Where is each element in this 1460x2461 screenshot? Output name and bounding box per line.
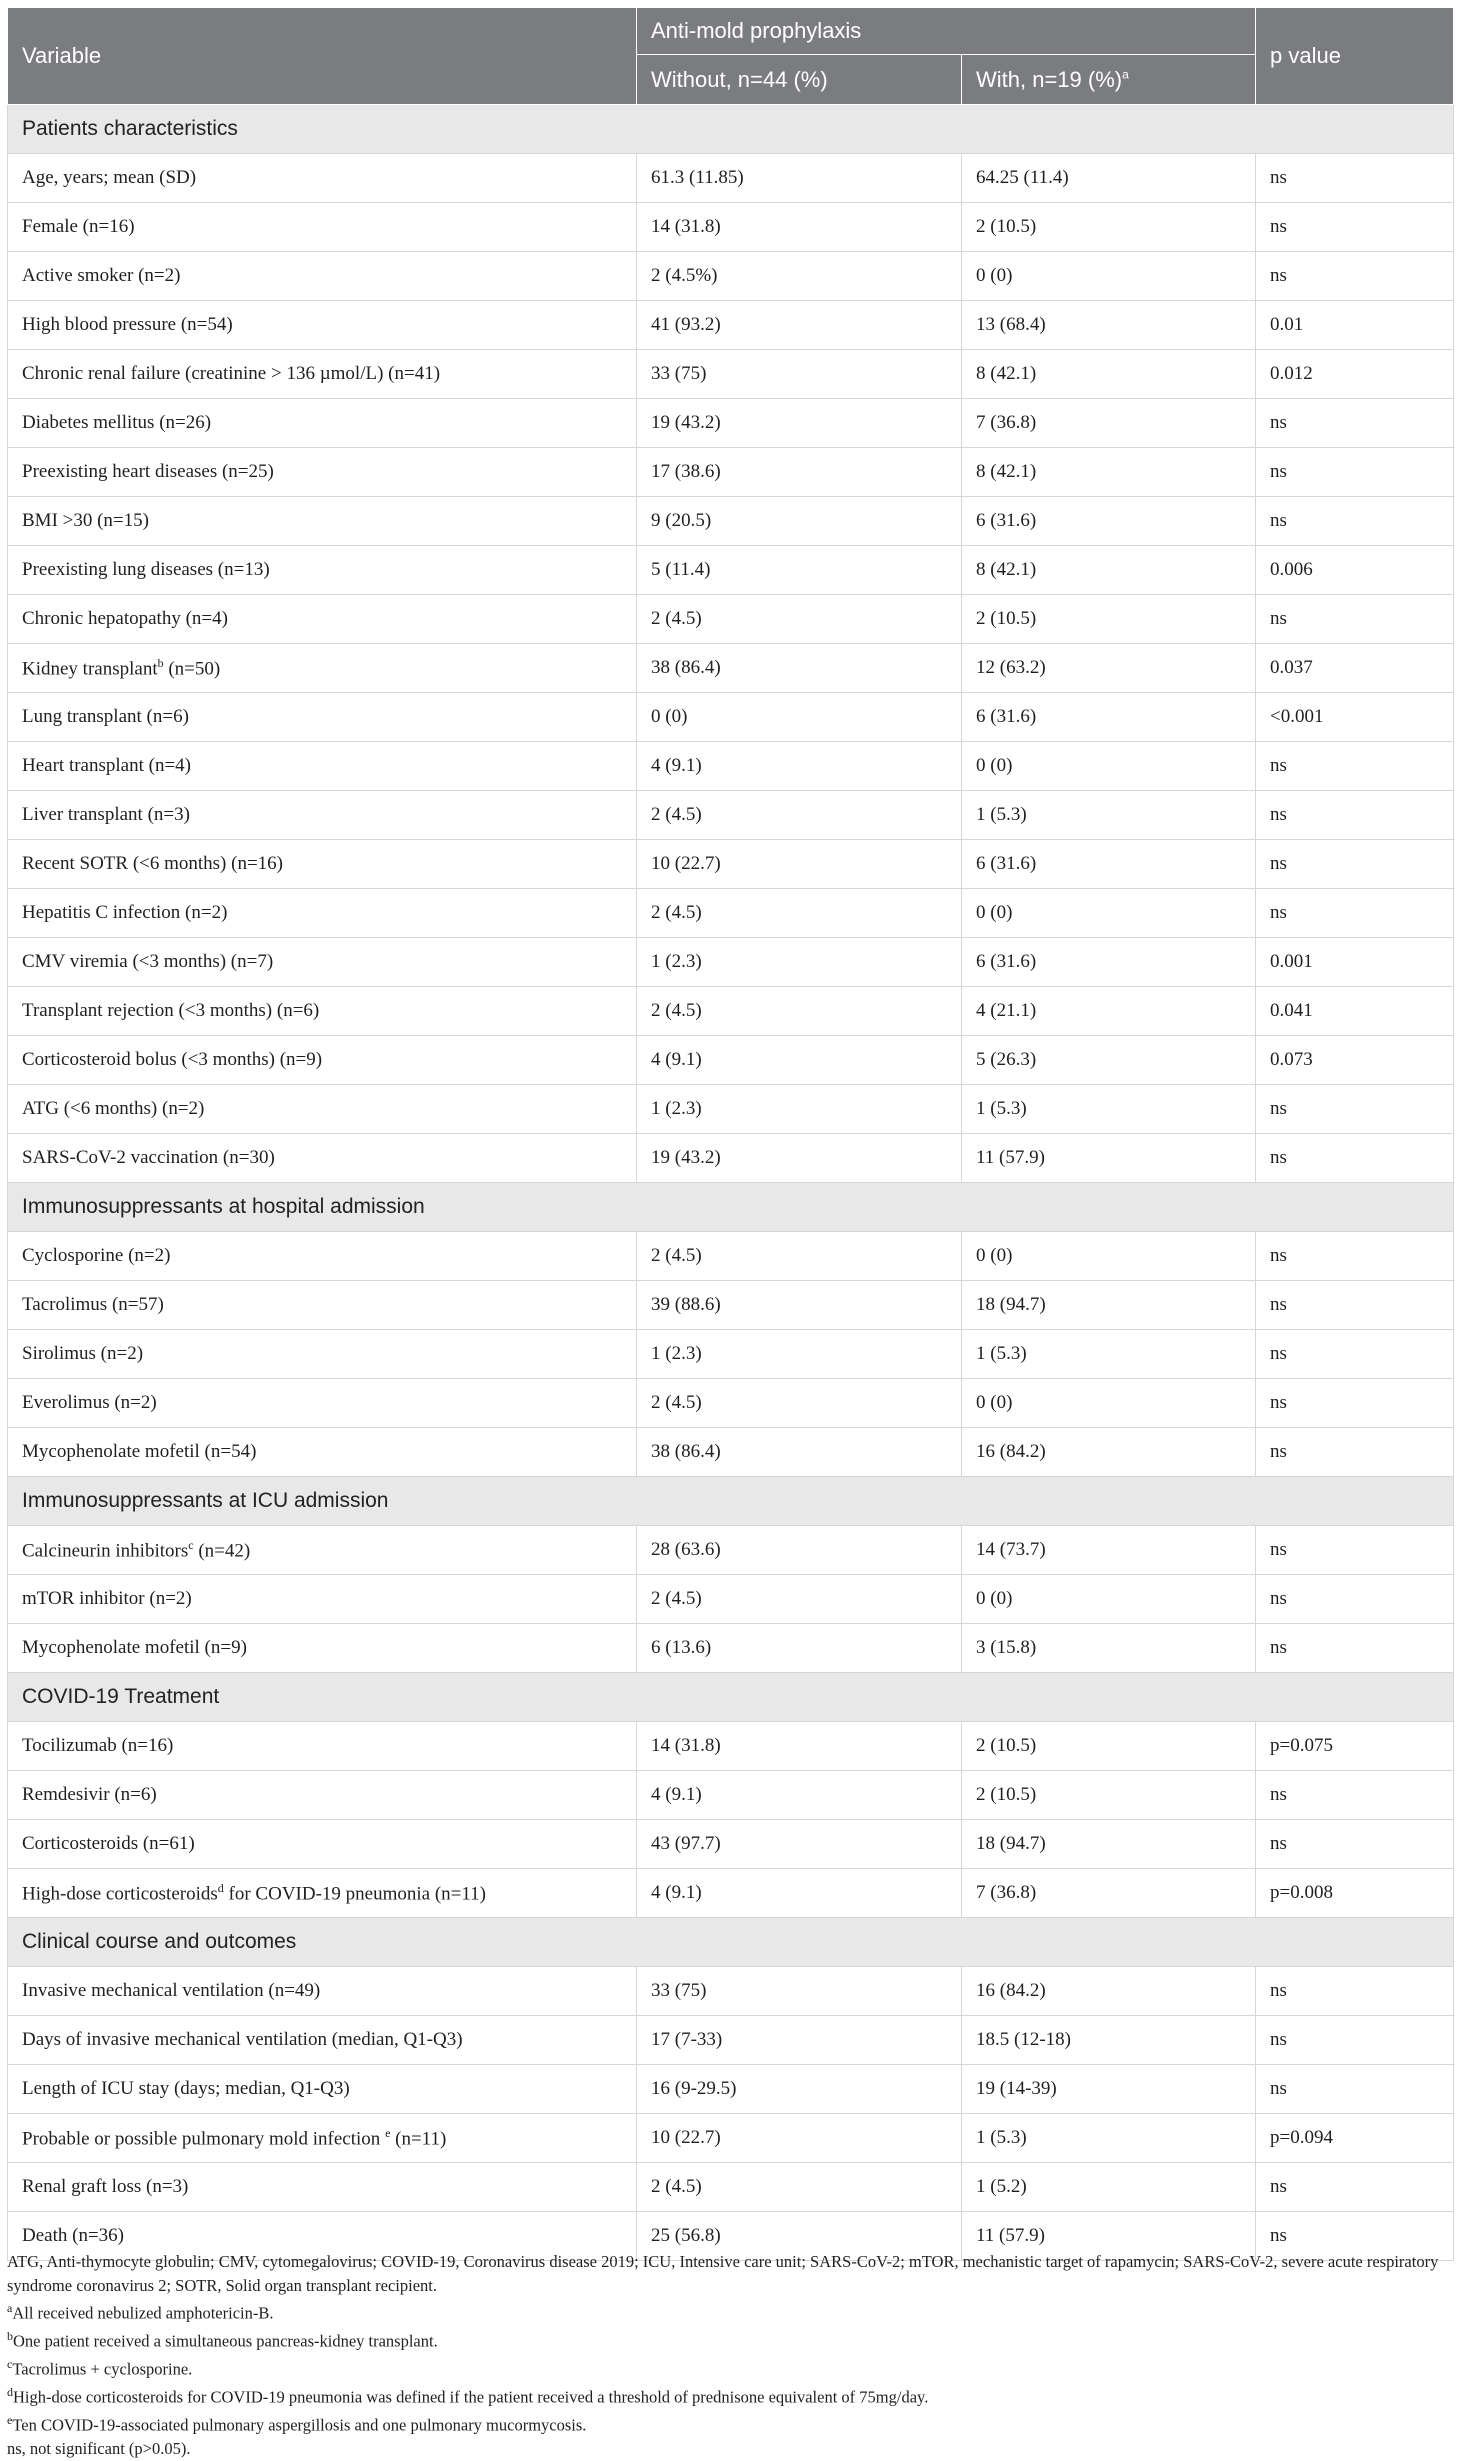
- variable-cell: [8, 644, 637, 693]
- without-cell: 2 (4.5): [637, 791, 962, 840]
- with-cell: 8 (42.1): [962, 448, 1256, 497]
- variable-cell: [8, 1085, 637, 1134]
- pvalue-cell: ns: [1256, 1624, 1454, 1673]
- table-header: [8, 8, 1454, 105]
- with-cell: 0 (0): [962, 889, 1256, 938]
- table-row: [8, 1085, 1454, 1134]
- pvalue-cell: ns: [1256, 1134, 1454, 1183]
- pvalue-cell: ns: [1256, 1967, 1454, 2016]
- table-row: [8, 1330, 1454, 1379]
- table-row: [8, 1820, 1454, 1869]
- variable-cell: [8, 1869, 637, 1918]
- footnote-item: [7, 2381, 1453, 2409]
- without-cell: 4 (9.1): [637, 1771, 962, 1820]
- without-cell: 41 (93.2): [637, 301, 962, 350]
- variable-label: mTOR inhibitor (n=2): [22, 1588, 192, 1609]
- variable-label: Death (n=36): [22, 2225, 124, 2246]
- footnote-marker: d: [217, 1880, 224, 1895]
- without-cell: 4 (9.1): [637, 742, 962, 791]
- with-cell: 12 (63.2): [962, 644, 1256, 693]
- with-cell: 2 (10.5): [962, 595, 1256, 644]
- without-cell: 6 (13.6): [637, 1624, 962, 1673]
- without-cell: 2 (4.5): [637, 2163, 962, 2212]
- with-cell: 6 (31.6): [962, 840, 1256, 889]
- table-row: [8, 546, 1454, 595]
- pvalue-cell: p=0.008: [1256, 1869, 1454, 1918]
- without-cell: 10 (22.7): [637, 840, 962, 889]
- variable-cell: [8, 546, 637, 595]
- pvalue-cell: ns: [1256, 1575, 1454, 1624]
- table-row: [8, 1526, 1454, 1575]
- variable-label: Renal graft loss (n=3): [22, 2176, 189, 2197]
- variable-label-tail: (n=11): [390, 2128, 447, 2150]
- pvalue-cell: ns: [1256, 1820, 1454, 1869]
- variable-label: Probable or possible pulmonary mold infection: [22, 2128, 386, 2150]
- variable-cell: [8, 840, 637, 889]
- variable-label: Mycophenolate mofetil (n=9): [22, 1637, 247, 1658]
- variable-cell: [8, 252, 637, 301]
- footnote-mark: e: [7, 2413, 13, 2427]
- pvalue-cell: ns: [1256, 1526, 1454, 1575]
- variable-cell: [8, 1036, 637, 1085]
- footnote-marker: e: [385, 2125, 391, 2140]
- with-cell: 18 (94.7): [962, 1281, 1256, 1330]
- with-cell: 2 (10.5): [962, 1771, 1256, 1820]
- pvalue-cell: 0.01: [1256, 301, 1454, 350]
- variable-label: Corticosteroids (n=61): [22, 1833, 195, 1854]
- with-cell: 5 (26.3): [962, 1036, 1256, 1085]
- pvalue-cell: ns: [1256, 1428, 1454, 1477]
- variable-cell: [8, 938, 637, 987]
- pvalue-cell: ns: [1256, 1281, 1454, 1330]
- variable-cell: [8, 203, 637, 252]
- footnote-ns: ns, not significant (p>0.05).: [7, 2439, 191, 2458]
- pvalue-cell: 0.073: [1256, 1036, 1454, 1085]
- table-row: [8, 791, 1454, 840]
- table-body: [8, 105, 1454, 2261]
- table-row: [8, 644, 1454, 693]
- variable-cell: [8, 399, 637, 448]
- with-cell: 2 (10.5): [962, 203, 1256, 252]
- variable-cell: [8, 889, 637, 938]
- variable-label: Mycophenolate mofetil (n=54): [22, 1441, 257, 1462]
- variable-label: High blood pressure (n=54): [22, 314, 233, 335]
- footnote-mark: d: [7, 2385, 13, 2399]
- variable-label-tail: for COVID-19 pneumonia (n=11): [223, 1883, 486, 1905]
- variable-label: Kidney transplant: [22, 658, 158, 680]
- variable-cell: [8, 2114, 637, 2163]
- variable-label: Active smoker (n=2): [22, 265, 181, 286]
- variable-label: Days of invasive mechanical ventilation (median, Q1-Q3): [22, 2029, 463, 2050]
- footnote-text: One patient received a simultaneous pancreas-kidney transplant.: [13, 2331, 438, 2351]
- with-cell: 11 (57.9): [962, 1134, 1256, 1183]
- section-row: [8, 1673, 1454, 1722]
- variable-cell: [8, 497, 637, 546]
- table-row: [8, 252, 1454, 301]
- footnote-item: [7, 2409, 1453, 2437]
- table-row: [8, 2163, 1454, 2212]
- with-cell: 7 (36.8): [962, 1869, 1256, 1918]
- section-title: Immunosuppressants at ICU admission: [8, 1477, 1454, 1526]
- variable-cell: [8, 742, 637, 791]
- variable-cell: [8, 2016, 637, 2065]
- variable-label: Corticosteroid bolus (<3 months) (n=9): [22, 1049, 323, 1070]
- table-row: [8, 350, 1454, 399]
- footnote-item: [7, 2325, 1453, 2353]
- variable-label: Heart transplant (n=4): [22, 755, 191, 776]
- pvalue-cell: ns: [1256, 252, 1454, 301]
- variable-cell: [8, 1624, 637, 1673]
- table-row: [8, 1428, 1454, 1477]
- with-cell: 11 (57.9): [962, 2212, 1256, 2261]
- variable-cell: [8, 987, 637, 1036]
- with-cell: 0 (0): [962, 742, 1256, 791]
- variable-label: Preexisting lung diseases (n=13): [22, 559, 270, 580]
- pvalue-cell: p=0.094: [1256, 2114, 1454, 2163]
- data-table: [7, 7, 1454, 2261]
- section-title: Immunosuppressants at hospital admission: [8, 1183, 1454, 1232]
- header-without: Without, n=44 (%): [637, 55, 962, 105]
- pvalue-cell: ns: [1256, 595, 1454, 644]
- footnotes: [7, 2250, 1453, 2461]
- without-cell: 2 (4.5): [637, 1379, 962, 1428]
- without-cell: 28 (63.6): [637, 1526, 962, 1575]
- variable-label: Lung transplant (n=6): [22, 706, 189, 727]
- without-cell: 61.3 (11.85): [637, 154, 962, 203]
- pvalue-cell: ns: [1256, 2212, 1454, 2261]
- table-row: [8, 1869, 1454, 1918]
- variable-label: Age, years; mean (SD): [22, 167, 197, 188]
- pvalue-cell: ns: [1256, 2065, 1454, 2114]
- pvalue-cell: 0.041: [1256, 987, 1454, 1036]
- table-row: [8, 1722, 1454, 1771]
- pvalue-cell: 0.037: [1256, 644, 1454, 693]
- variable-label: Preexisting heart diseases (n=25): [22, 461, 274, 482]
- without-cell: 38 (86.4): [637, 1428, 962, 1477]
- variable-cell: [8, 693, 637, 742]
- footnote-mark: b: [7, 2329, 13, 2343]
- table-row: [8, 693, 1454, 742]
- without-cell: 39 (88.6): [637, 1281, 962, 1330]
- variable-cell: [8, 448, 637, 497]
- variable-label: Tacrolimus (n=57): [22, 1294, 164, 1315]
- without-cell: 4 (9.1): [637, 1036, 962, 1085]
- with-cell: 8 (42.1): [962, 546, 1256, 595]
- without-cell: 1 (2.3): [637, 1085, 962, 1134]
- without-cell: 33 (75): [637, 1967, 962, 2016]
- pvalue-cell: p=0.075: [1256, 1722, 1454, 1771]
- with-cell: 2 (10.5): [962, 1722, 1256, 1771]
- with-cell: 18.5 (12-18): [962, 2016, 1256, 2065]
- variable-cell: [8, 301, 637, 350]
- without-cell: 38 (86.4): [637, 644, 962, 693]
- variable-cell: [8, 595, 637, 644]
- table-row: [8, 399, 1454, 448]
- variable-label: CMV viremia (<3 months) (n=7): [22, 951, 274, 972]
- with-cell: 18 (94.7): [962, 1820, 1256, 1869]
- footnote-item: [7, 2353, 1453, 2381]
- with-cell: 14 (73.7): [962, 1526, 1256, 1575]
- header-with-label: With, n=19 (%): [976, 66, 1123, 92]
- pvalue-cell: ns: [1256, 2016, 1454, 2065]
- section-row: [8, 1477, 1454, 1526]
- variable-label: BMI >30 (n=15): [22, 510, 149, 531]
- footnote-text: High-dose corticosteroids for COVID-19 pneumonia was defined if the patient received a threshold of prednisone equivalent of 75mg/day.: [13, 2387, 929, 2407]
- table-row: [8, 1624, 1454, 1673]
- table-row: [8, 154, 1454, 203]
- pvalue-cell: 0.001: [1256, 938, 1454, 987]
- variable-label-tail: (n=42): [193, 1540, 251, 1562]
- footnote-mark: a: [7, 2301, 13, 2315]
- footnote-marker: b: [157, 655, 164, 670]
- with-cell: 0 (0): [962, 1379, 1256, 1428]
- variable-label: Sirolimus (n=2): [22, 1343, 144, 1364]
- pvalue-cell: ns: [1256, 203, 1454, 252]
- without-cell: 2 (4.5%): [637, 252, 962, 301]
- header-pvalue: p value: [1256, 8, 1454, 105]
- without-cell: 5 (11.4): [637, 546, 962, 595]
- variable-cell: [8, 1820, 637, 1869]
- table-row: [8, 2114, 1454, 2163]
- with-cell: 0 (0): [962, 1232, 1256, 1281]
- footnote-text: Ten COVID-19-associated pulmonary aspergillosis and one pulmonary mucormycosis.: [12, 2415, 587, 2435]
- pvalue-cell: ns: [1256, 154, 1454, 203]
- variable-cell: [8, 1379, 637, 1428]
- section-title: Patients characteristics: [8, 105, 1454, 154]
- table-row: [8, 448, 1454, 497]
- variable-label: Chronic hepatopathy (n=4): [22, 608, 228, 629]
- without-cell: 4 (9.1): [637, 1869, 962, 1918]
- table-row: [8, 1036, 1454, 1085]
- variable-label: High-dose corticosteroids: [22, 1883, 218, 1905]
- variable-cell: [8, 791, 637, 840]
- without-cell: 2 (4.5): [637, 1232, 962, 1281]
- variable-label: Length of ICU stay (days; median, Q1-Q3): [22, 2078, 350, 2099]
- with-cell: 7 (36.8): [962, 399, 1256, 448]
- variable-cell: [8, 2163, 637, 2212]
- pvalue-cell: ns: [1256, 497, 1454, 546]
- section-row: [8, 105, 1454, 154]
- variable-cell: [8, 1281, 637, 1330]
- pvalue-cell: ns: [1256, 2163, 1454, 2212]
- without-cell: 1 (2.3): [637, 1330, 962, 1379]
- with-cell: 8 (42.1): [962, 350, 1256, 399]
- with-cell: 3 (15.8): [962, 1624, 1256, 1673]
- pvalue-cell: ns: [1256, 448, 1454, 497]
- without-cell: 43 (97.7): [637, 1820, 962, 1869]
- variable-label: Female (n=16): [22, 216, 135, 237]
- variable-label: Tocilizumab (n=16): [22, 1735, 174, 1756]
- pvalue-cell: ns: [1256, 742, 1454, 791]
- table-row: [8, 2065, 1454, 2114]
- variable-cell: [8, 1330, 637, 1379]
- with-cell: 13 (68.4): [962, 301, 1256, 350]
- without-cell: 14 (31.8): [637, 1722, 962, 1771]
- footnote-list: [7, 2297, 1453, 2437]
- variable-label: Remdesivir (n=6): [22, 1784, 157, 1805]
- with-cell: 0 (0): [962, 252, 1256, 301]
- with-cell: 64.25 (11.4): [962, 154, 1256, 203]
- without-cell: 25 (56.8): [637, 2212, 962, 2261]
- without-cell: 19 (43.2): [637, 1134, 962, 1183]
- variable-cell: [8, 1771, 637, 1820]
- without-cell: 33 (75): [637, 350, 962, 399]
- table-row: [8, 1281, 1454, 1330]
- without-cell: 10 (22.7): [637, 2114, 962, 2163]
- without-cell: 17 (38.6): [637, 448, 962, 497]
- variable-label: Everolimus (n=2): [22, 1392, 157, 1413]
- without-cell: 16 (9-29.5): [637, 2065, 962, 2114]
- pvalue-cell: ns: [1256, 1379, 1454, 1428]
- pvalue-cell: ns: [1256, 1330, 1454, 1379]
- table-container: [7, 7, 1453, 2261]
- table-row: [8, 1771, 1454, 1820]
- footnote-text: All received nebulized amphotericin-B.: [12, 2303, 274, 2323]
- variable-label: Hepatitis C infection (n=2): [22, 902, 228, 923]
- footnote-text: Tacrolimus + cyclosporine.: [12, 2359, 193, 2379]
- table-row: [8, 742, 1454, 791]
- variable-label: Invasive mechanical ventilation (n=49): [22, 1980, 321, 2001]
- with-cell: 6 (31.6): [962, 497, 1256, 546]
- footnote-mark: c: [7, 2357, 13, 2371]
- table-row: [8, 840, 1454, 889]
- variable-label: Calcineurin inhibitors: [22, 1540, 189, 1562]
- variable-label: Recent SOTR (<6 months) (n=16): [22, 853, 284, 874]
- table-row: [8, 203, 1454, 252]
- without-cell: 2 (4.5): [637, 889, 962, 938]
- variable-label: Transplant rejection (<3 months) (n=6): [22, 1000, 320, 1021]
- variable-label: Liver transplant (n=3): [22, 804, 190, 825]
- variable-cell: [8, 1134, 637, 1183]
- pvalue-cell: ns: [1256, 889, 1454, 938]
- with-cell: 16 (84.2): [962, 1428, 1256, 1477]
- pvalue-cell: ns: [1256, 399, 1454, 448]
- with-cell: 1 (5.2): [962, 2163, 1256, 2212]
- variable-label: Chronic renal failure (creatinine > 136 µmol/L) (n=41): [22, 363, 441, 384]
- section-title: Clinical course and outcomes: [8, 1918, 1454, 1967]
- without-cell: 1 (2.3): [637, 938, 962, 987]
- header-group: Anti-mold prophylaxis: [637, 8, 1256, 55]
- variable-cell: [8, 1722, 637, 1771]
- header-with: [962, 55, 1256, 105]
- table-row: [8, 987, 1454, 1036]
- variable-cell: [8, 1526, 637, 1575]
- with-cell: 0 (0): [962, 1575, 1256, 1624]
- variable-label: ATG (<6 months) (n=2): [22, 1098, 205, 1119]
- section-row: [8, 1183, 1454, 1232]
- without-cell: 2 (4.5): [637, 987, 962, 1036]
- pvalue-cell: ns: [1256, 1085, 1454, 1134]
- with-cell: 1 (5.3): [962, 2114, 1256, 2163]
- table-row: [8, 1967, 1454, 2016]
- pvalue-cell: ns: [1256, 791, 1454, 840]
- header-with-sup: a: [1122, 67, 1129, 82]
- pvalue-cell: ns: [1256, 840, 1454, 889]
- table-row: [8, 1134, 1454, 1183]
- table-row: [8, 889, 1454, 938]
- pvalue-cell: 0.012: [1256, 350, 1454, 399]
- table-row: [8, 301, 1454, 350]
- with-cell: 1 (5.3): [962, 1330, 1256, 1379]
- with-cell: 16 (84.2): [962, 1967, 1256, 2016]
- header-variable: Variable: [8, 8, 637, 105]
- variable-cell: [8, 154, 637, 203]
- table-row: [8, 1575, 1454, 1624]
- with-cell: 1 (5.3): [962, 791, 1256, 840]
- without-cell: 0 (0): [637, 693, 962, 742]
- pvalue-cell: ns: [1256, 1771, 1454, 1820]
- without-cell: 19 (43.2): [637, 399, 962, 448]
- variable-label: SARS-CoV-2 vaccination (n=30): [22, 1147, 275, 1168]
- pvalue-cell: <0.001: [1256, 693, 1454, 742]
- without-cell: 9 (20.5): [637, 497, 962, 546]
- variable-cell: [8, 1575, 637, 1624]
- table-row: [8, 1379, 1454, 1428]
- with-cell: 4 (21.1): [962, 987, 1256, 1036]
- variable-cell: [8, 1232, 637, 1281]
- pvalue-cell: ns: [1256, 1232, 1454, 1281]
- with-cell: 6 (31.6): [962, 938, 1256, 987]
- without-cell: 17 (7-33): [637, 2016, 962, 2065]
- table-row: [8, 2016, 1454, 2065]
- without-cell: 14 (31.8): [637, 203, 962, 252]
- with-cell: 1 (5.3): [962, 1085, 1256, 1134]
- table-row: [8, 497, 1454, 546]
- variable-label: Diabetes mellitus (n=26): [22, 412, 212, 433]
- variable-cell: [8, 1428, 637, 1477]
- without-cell: 2 (4.5): [637, 1575, 962, 1624]
- pvalue-cell: 0.006: [1256, 546, 1454, 595]
- variable-cell: [8, 2065, 637, 2114]
- table-row: [8, 938, 1454, 987]
- variable-label: Cyclosporine (n=2): [22, 1245, 171, 1266]
- footnote-abbreviations: ATG, Anti-thymocyte globulin; CMV, cytomegalovirus; COVID-19, Coronavirus disease 2019; ICU, Intensive care unit; SARS-CoV-2; mTOR, mechanistic target of rapamycin; SARS-CoV-2, severe acute respiratory syndrome coronavirus 2; SOTR, Solid organ transplant recipient.: [7, 2252, 1439, 2295]
- table-row: [8, 595, 1454, 644]
- variable-cell: [8, 1967, 637, 2016]
- variable-cell: [8, 350, 637, 399]
- footnote-item: [7, 2297, 1453, 2325]
- with-cell: 19 (14-39): [962, 2065, 1256, 2114]
- section-row: [8, 1918, 1454, 1967]
- section-title: COVID-19 Treatment: [8, 1673, 1454, 1722]
- without-cell: 2 (4.5): [637, 595, 962, 644]
- with-cell: 6 (31.6): [962, 693, 1256, 742]
- variable-label-tail: (n=50): [163, 658, 221, 680]
- table-row: [8, 1232, 1454, 1281]
- footnote-marker: c: [188, 1537, 194, 1552]
